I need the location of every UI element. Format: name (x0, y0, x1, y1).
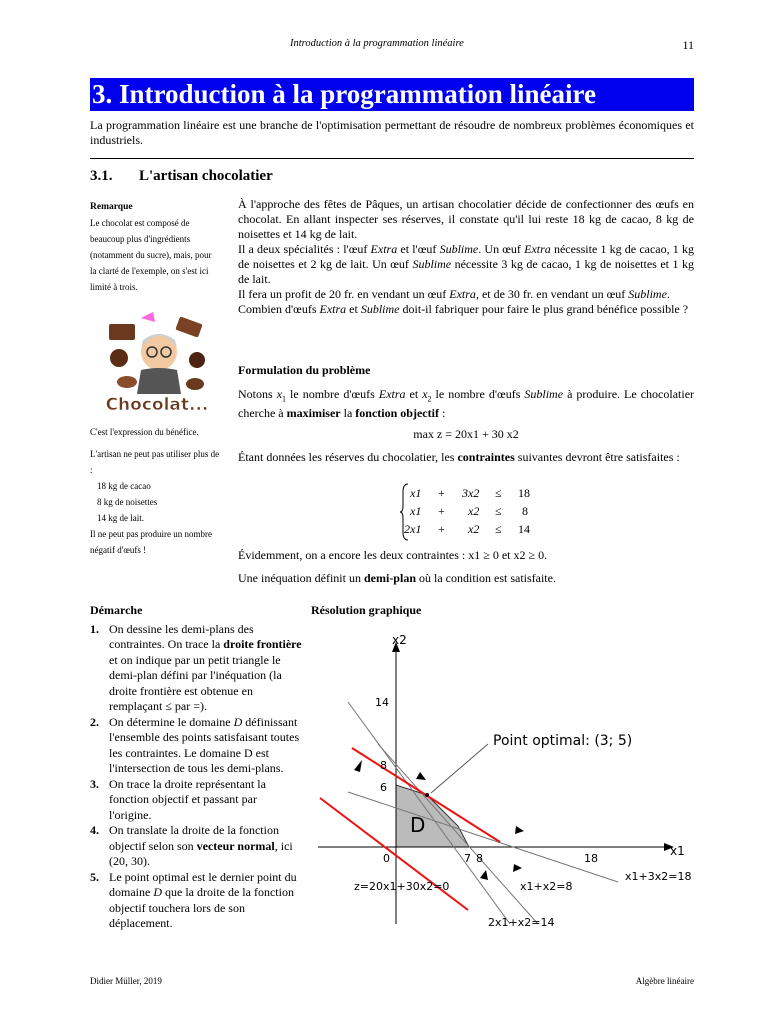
x-axis-label: x1 (670, 844, 685, 858)
constraint-system (400, 482, 540, 542)
constraint-row: x1 + 3x2 ≤ 18 (410, 486, 530, 500)
limit-cacao: 18 kg de cacao (97, 481, 151, 491)
half-plane-triangle-icon (354, 760, 362, 772)
limit-lait: 14 kg de lait. (97, 513, 144, 523)
constraint-intro: L'artisan ne peut pas utiliser plus de : (90, 449, 220, 475)
praline-icon (186, 378, 204, 390)
limit-noisettes: 8 kg de noisettes (97, 497, 158, 507)
optimal-pointer (431, 744, 488, 793)
paragraph-4: Combien d'œufs Extra et Sublime doit-il fabriquer pour faire le plus grand bénéfice possible ? (238, 302, 689, 316)
praline-icon (117, 376, 137, 388)
paragraph-7: Évidemment, on a encore les deux contraintes : x1 ≥ 0 et x2 ≥ 0. (238, 548, 548, 562)
heart-icon (141, 312, 155, 322)
tick-label: 7 (464, 852, 471, 865)
optimal-point (425, 793, 429, 797)
constraint-row: 2x1 + x2 ≤ 14 (404, 522, 530, 536)
person-body-icon (137, 368, 181, 394)
problem-statement (238, 197, 694, 317)
domain-label: D (410, 813, 426, 837)
paragraph-8: Une inéquation définit un demi-plan où la condition est satisfaite. (238, 571, 556, 585)
running-title: Introduction à la programmation linéaire (290, 38, 464, 49)
remark-title: Remarque (90, 202, 133, 212)
list-item: 1. On dessine les demi-plans des contraintes. On trace la droite frontière et on indique par un petit triangle le demi-plan défini par l'inéquation (la droite frontière est obtenue en remplaçant ≤ par =). (90, 621, 302, 713)
praline-icon (189, 352, 205, 368)
paragraph-3: Il fera un profit de 20 fr. en vendant un œuf Extra, et de 30 fr. en vendant un œuf Sublime. (238, 287, 670, 301)
remark-text: Le chocolat est composé de beaucoup plus d'ingrédients (notamment du sucre), mais, pour la clarté de l'exemple, on s'est ici limité à trois. (90, 218, 212, 292)
line-x1-3x2-18 (348, 792, 618, 882)
tick-label: 8 (380, 759, 387, 772)
tick-label: 18 (584, 852, 598, 865)
demarche-list (90, 622, 302, 932)
constraint-note (90, 446, 220, 558)
sidebar-remark (90, 198, 220, 295)
half-plane-triangle-icon (416, 772, 426, 780)
demarche-section (90, 603, 302, 932)
line-label: x1+x2=8 (520, 880, 573, 893)
constraint-row: x1 + x2 ≤ 8 (410, 504, 528, 518)
paragraph-2: Il a deux spécialités : l'œuf Extra et l'œuf Sublime. Un œuf Extra nécessite 1 kg de cacao, 1 kg de noisettes et 2 kg de lait. Un œuf Sublime nécessite 3 kg de cacao, 1 kg de noisettes et 1 kg de lait. (238, 242, 694, 286)
graphical-solution (318, 632, 696, 928)
paragraph-5: Notons $x_1$ le nombre d'œufs Extra et $x_2$ le nombre d'œufs Sublime à produire. Le chocolatier cherche à maximiser la fonction objectif : (238, 387, 695, 421)
line-label: x1+3x2=18 (625, 870, 692, 883)
list-item: 5. Le point optimal est le dernier point du domaine D que la droite de la fonction objectif touchera lors de son déplacement. (90, 869, 297, 930)
half-plane-triangle-icon (513, 864, 522, 872)
section-heading (90, 168, 273, 185)
intro-paragraph: La programmation linéaire est une branche de l'optimisation permettant de résoudre de nombreux problèmes économiques et industriels. (90, 118, 694, 147)
section-number: 3.1. (90, 168, 113, 184)
tick-label: 14 (375, 696, 389, 709)
demarche-title: Démarche (90, 603, 143, 617)
paragraph-1: À l'approche des fêtes de Pâques, un artisan chocolatier décide de confectionner des œufs en chocolat. En allant inspecter ses réserves, il constate qu'il lui reste 18 kg de cacao, 8 kg de noisettes et 14 kg de lait. (238, 197, 694, 241)
optimal-label: Point optimal: (3; 5) (493, 733, 633, 749)
chocolate-bar-icon (175, 316, 202, 337)
objective-function: max z = 20x1 + 30 x2 (413, 427, 519, 441)
tick-label: 8 (476, 852, 483, 865)
paragraph-6: Étant données les réserves du chocolatier, les contraintes suivantes devront être satisfaites : (238, 450, 680, 464)
praline-icon (110, 349, 128, 367)
tick-label: 6 (380, 781, 387, 794)
objective-line-label: z=20x1+30x2=0 (354, 880, 450, 893)
chocolat-logo-text: Chocolat... (105, 395, 209, 415)
list-item: 3. On trace la droite représentant la fonction objectif et passant par l'origine. (90, 776, 266, 822)
chapter-banner (90, 78, 694, 111)
page-number: 11 (682, 38, 694, 52)
negative-note: Il ne peut pas produire un nombre négatif d'œufs ! (90, 529, 212, 555)
tick-label: 0 (383, 852, 390, 865)
section-title: L'artisan chocolatier (139, 168, 273, 184)
half-plane-triangle-icon (480, 870, 488, 880)
chocolate-bar-icon (109, 324, 135, 340)
line-label: 2x1+x2=14 (488, 916, 555, 928)
y-axis-label: x2 (392, 633, 407, 647)
chapter-title: 3. Introduction à la programmation linéaire (92, 79, 597, 109)
formulation-heading: Formulation du problème (238, 363, 371, 377)
list-item: 2. On détermine le domaine D définissant l'ensemble des points satisfaisant toutes les contraintes. Le domaine D est l'intersection de tous les demi-plans. (90, 714, 300, 775)
chocolate-illustration (105, 310, 210, 418)
half-plane-triangle-icon (515, 826, 524, 834)
footer-author: Didier Müller, 2019 (90, 976, 162, 986)
list-item: 4. On translate la droite de la fonction objectif selon son vecteur normal, ici (20, 30). (90, 823, 293, 868)
graph-title: Résolution graphique (311, 603, 422, 617)
footer-subject: Algèbre linéaire (635, 976, 694, 986)
benefit-note: C'est l'expression du bénéfice. (90, 427, 199, 437)
divider (90, 158, 694, 159)
